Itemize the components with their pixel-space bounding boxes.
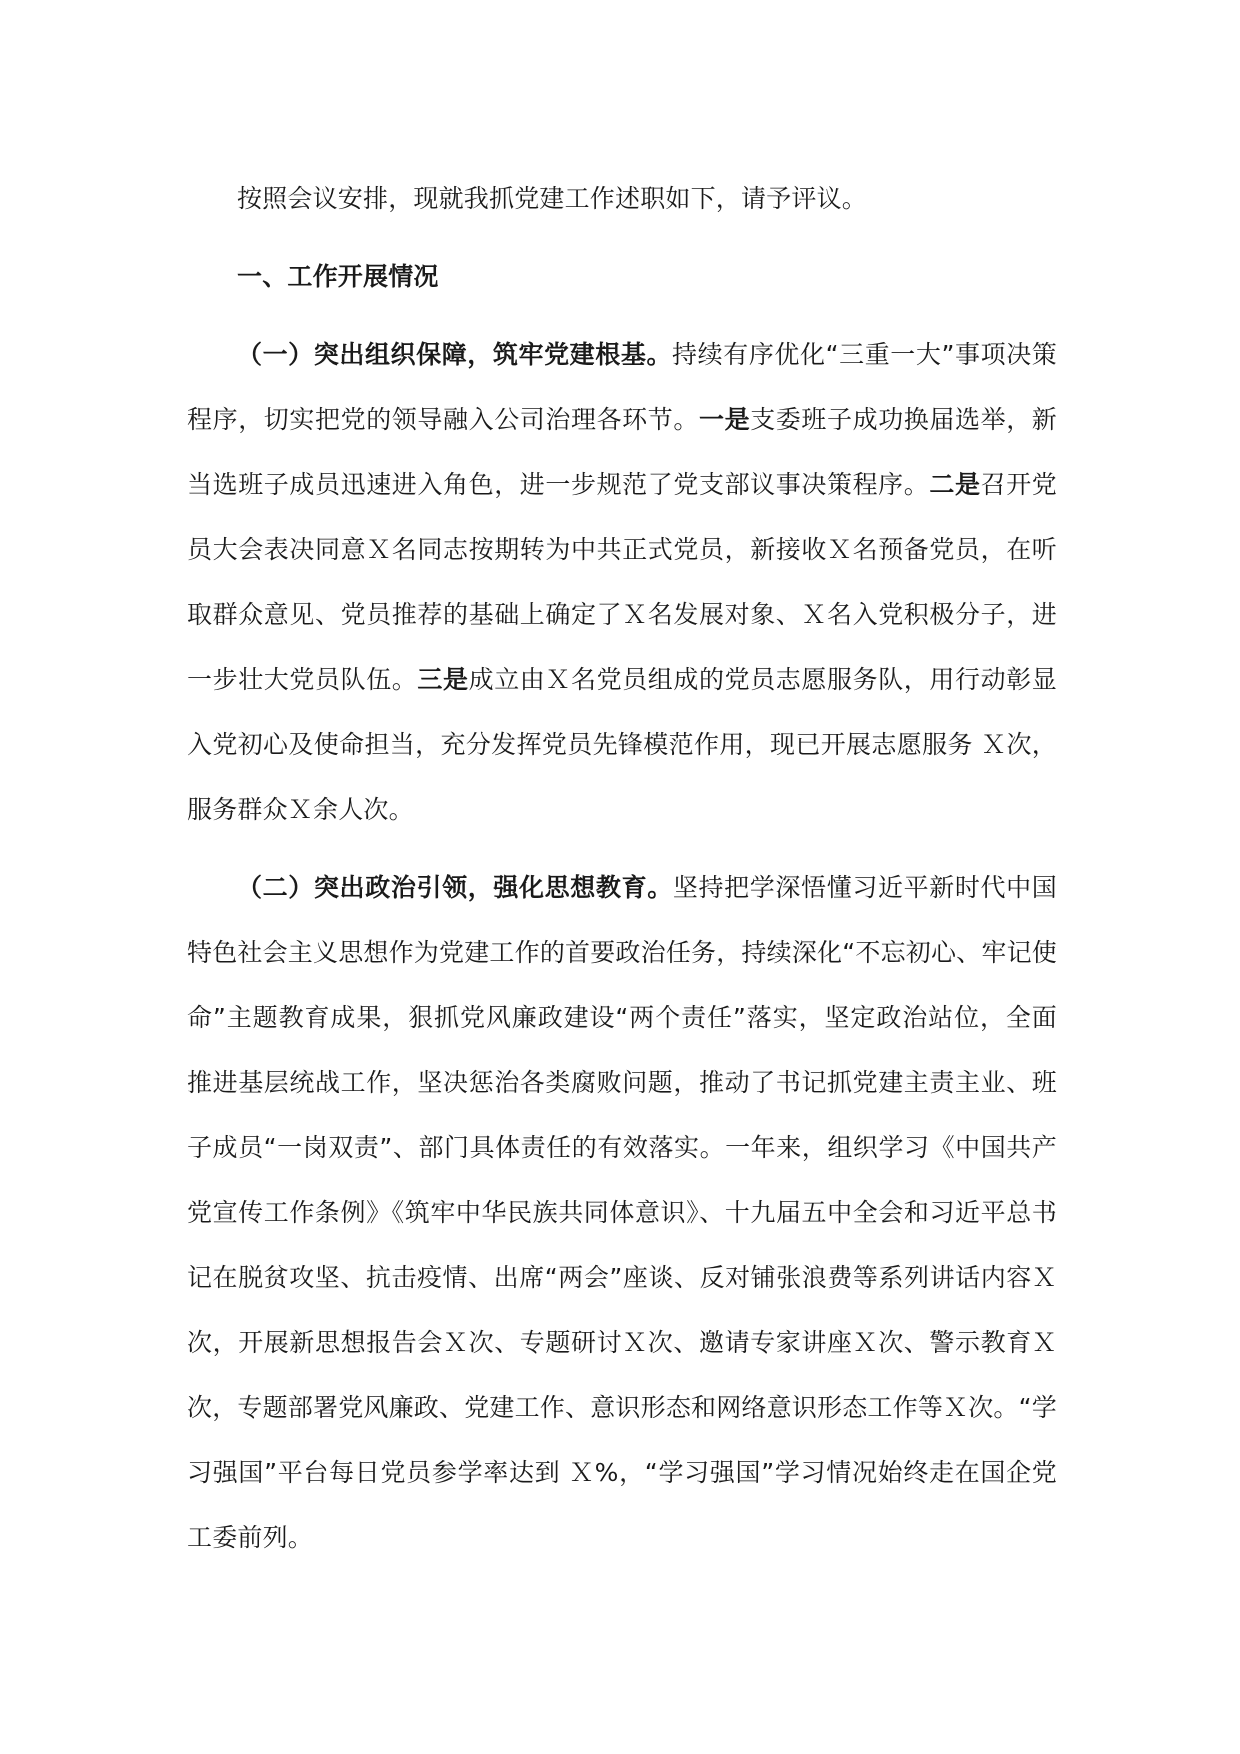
document-body (187, 166, 1057, 1570)
opening-text: 按照会议安排，现就我抓党建工作述职如下，请予评议。 (237, 184, 868, 213)
section-heading-text: 一、工作开展情况 (237, 262, 439, 291)
subsection-1-text-3: 召开党员大会表决同意Ｘ名同志按期转为中共正式党员，新接收Ｘ名预备党员，在听取群众意见、党员推荐的基础上确定了Ｘ名发展对象、Ｘ名入党积极分子，进一步壮大党员队伍。 (187, 470, 1057, 694)
subsection-1-keyword-1: 一是 (699, 405, 751, 434)
subsection-1-text-4: 成立由Ｘ名党员组成的党员志愿服务队，用行动彰显入党初心及使命担当，充分发挥党员先锋模范作用，现已开展志愿服务 Ｘ次，服务群众Ｘ余人次。 (187, 665, 1057, 824)
subsection-1-title: （一）突出组织保障，筑牢党建根基。 (237, 340, 673, 369)
subsection-1-text-2: 支委班子成功换届选举，新当选班子成员迅速进入角色，进一步规范了党支部议事决策程序。 (187, 405, 1057, 499)
subsection-1-text-1: 持续有序优化“三重一大”事项决策程序，切实把党的领导融入公司治理各环节。 (187, 340, 1058, 434)
section-heading (187, 244, 1057, 309)
subsection-1-keyword-2: 二是 (929, 470, 981, 499)
subsection-1-keyword-3: 三是 (417, 665, 469, 694)
subsection-2-title: （二）突出政治引领，强化思想教育。 (237, 873, 673, 902)
subsection-1-paragraph (187, 322, 1057, 842)
subsection-2-text-1: 坚持把学深悟懂习近平新时代中国特色社会主义思想作为党建工作的首要政治任务，持续深化“不忘初心、牢记使命”主题教育成果，狠抓党风廉政建设“两个责任”落实，坚定政治站位，全面推进基层统战工作，坚决惩治各类腐败问题，推动了书记抓党建主责主业、班子成员“一岗双责”、部门具体责任的有效落实。一年来，组织学习《中国共产党宣传工作条例》《筑牢中华民族共同体意识》、十九届五中全会和习近平总书记在脱贫攻坚、抗击疫情、出席“两会”座谈、反对铺张浪费等系列讲话内容Ｘ次，开展新思想报告会Ｘ次、专题研讨Ｘ次、邀请专家讲座Ｘ次、警示教育Ｘ次，专题部署党风廉政、党建工作、意识形态和网络意识形态工作等Ｘ次。“学习强国”平台每日党员参学率达到 Ｘ%，“学习强国”学习情况始终走在国企党工委前列。 (187, 873, 1057, 1552)
opening-paragraph (187, 166, 1057, 231)
subsection-2-paragraph (187, 855, 1057, 1570)
